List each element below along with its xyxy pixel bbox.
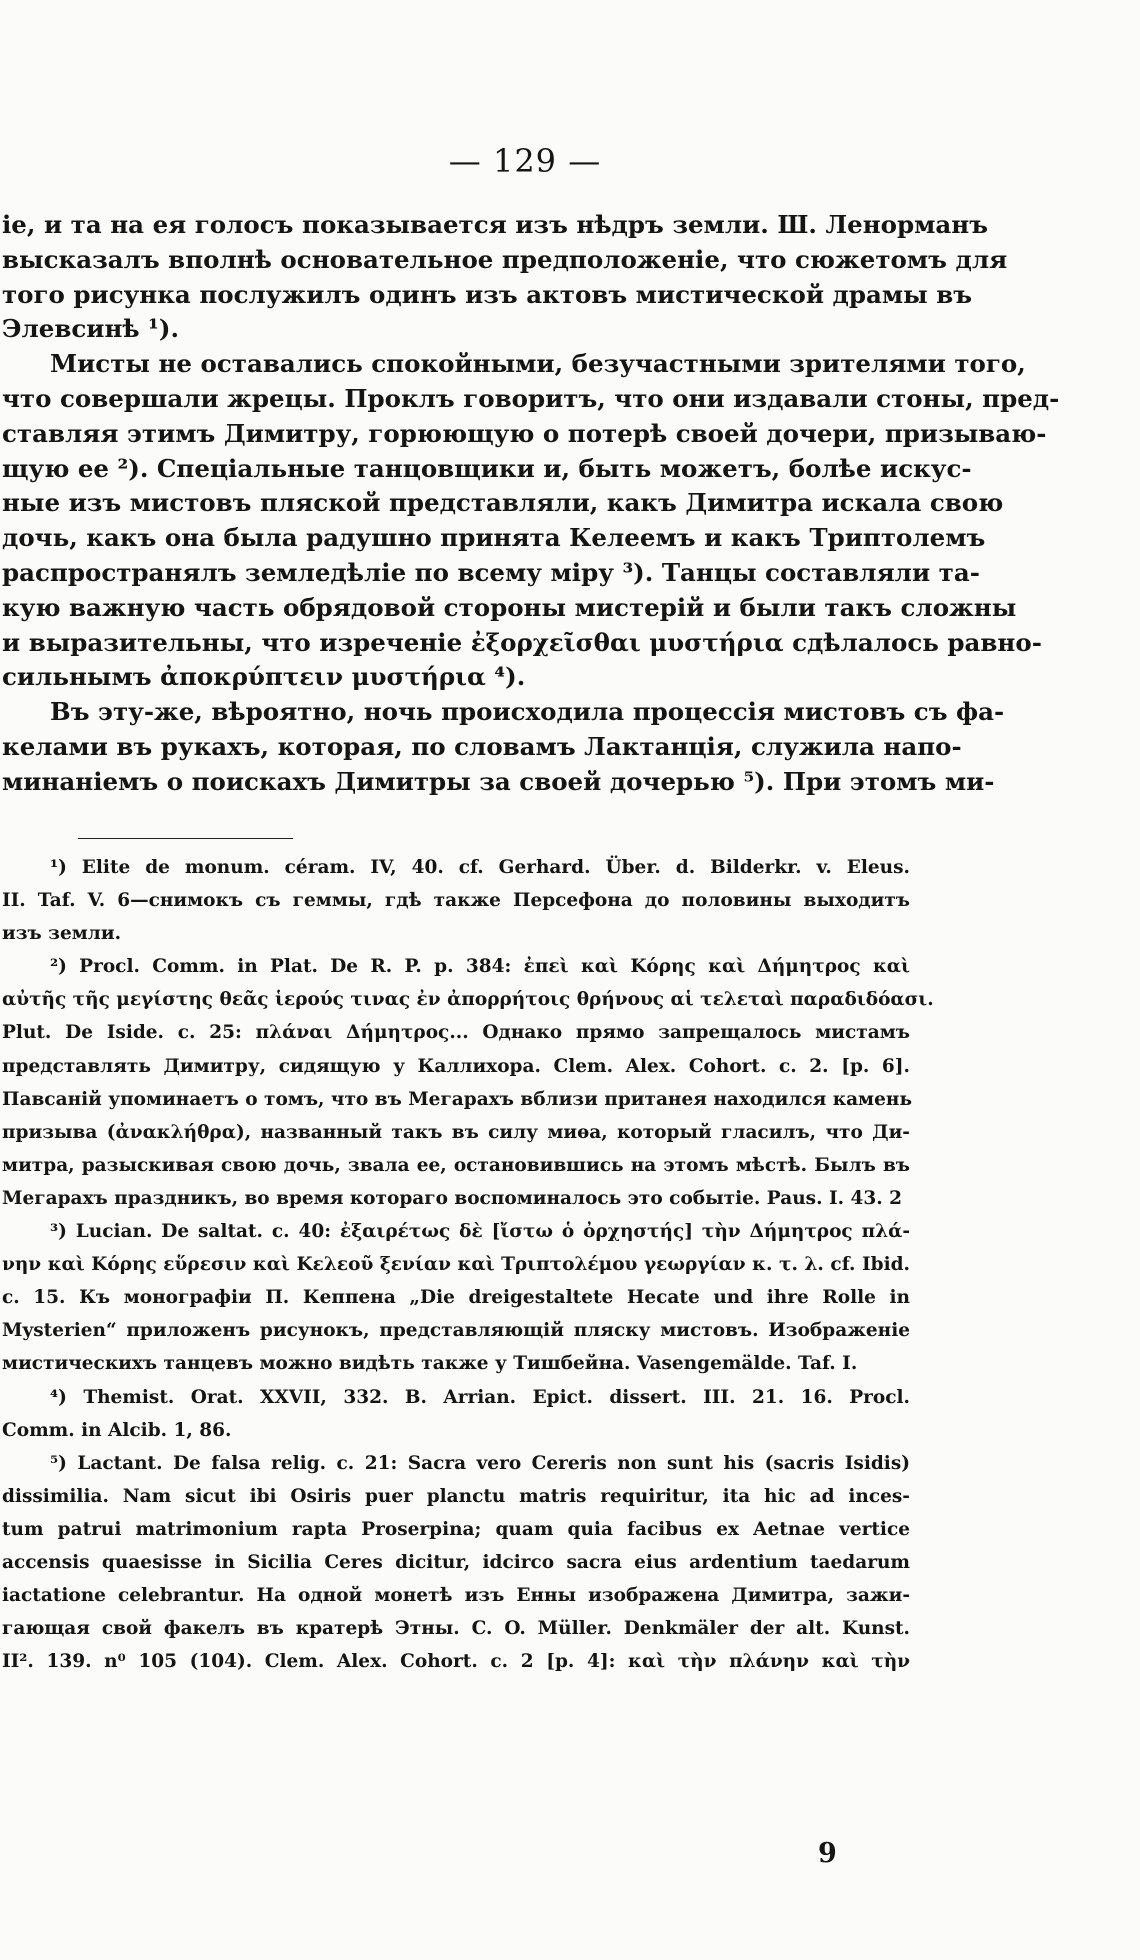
text-line: ные изъ мистовъ пляской представляли, какъ Димитра искала свою	[2, 488, 1004, 518]
footnote-line: изъ земли.	[2, 923, 122, 945]
footnote-line: митра, разыскивая свою дочь, звала ее, остановившись на этомъ мѣстѣ. Былъ въ	[2, 1154, 910, 1176]
text-line: Въ эту-же, вѣроятно, ночь происходила процессія мистовъ съ фа-	[50, 697, 1005, 727]
text-line: Элевсинѣ ¹).	[2, 314, 180, 344]
footnote-line: ⁴) Themist. Orat. XXVII, 332. B. Arrian. Epict. dissert. III. 21. 16. Procl.	[50, 1386, 910, 1408]
footnote-line: accensis quaesisse in Sicilia Ceres dicitur, idcirco sacra eius ardentium taedarum	[2, 1551, 910, 1573]
text-line: распространялъ земледѣліе по всему міру ³). Танцы составляли та-	[2, 557, 980, 587]
footnote-line: dissimilia. Nam sicut ibi Osiris puer planctu matris requiritur, ita hic ad inces-	[2, 1485, 910, 1507]
text-line: минаніемъ о поискахъ Димитры за своей дочерью ⁵). При этомъ ми-	[2, 766, 995, 796]
footnote-line: c. 15. Къ монографіи П. Кеппена „Die dreigestaltete Hecate und ihre Rolle in	[2, 1287, 910, 1309]
page-number: — 129 —	[448, 142, 602, 180]
text-line: ставляя этимъ Димитру, горюющую о потерѣ своей дочери, призываю-	[2, 418, 1047, 448]
footnote-line: Comm. in Alcib. 1, 86.	[2, 1419, 232, 1441]
footnote-line: призыва (ἀνακλήθρα), названный такъ въ силу миѳа, который гласилъ, что Ди-	[2, 1121, 910, 1143]
text-line: келами въ рукахъ, которая, по словамъ Лактанція, служила напо-	[2, 731, 962, 761]
main-text	[2, 208, 1060, 800]
footnote-separator	[78, 838, 293, 839]
text-line: кую важную часть обрядовой стороны мистерій и были такъ сложны	[2, 592, 1017, 622]
footnote-line: Мегарахъ праздникъ, во время котораго воспоминалось это событіе. Paus. I. 43. 2	[2, 1187, 902, 1209]
footnote-line: II². 139. n⁰ 105 (104). Clem. Alex. Cohort. c. 2 [p. 4]: καὶ τὴν πλάνην καὶ τὴν	[2, 1651, 910, 1673]
text-line: сильнымъ ἀποκρύπτειν μυστήρια ⁴).	[2, 662, 526, 692]
footnote-line: представлять Димитру, сидящую у Каллихора. Clem. Alex. Cohort. c. 2. [p. 6].	[2, 1055, 910, 1077]
text-line: щую ее ²). Спеціальные танцовщики и, быть можетъ, болѣе искус-	[2, 453, 972, 483]
footnote-line: νην καὶ Κόρης εὕρεσιν καὶ Κελεοῦ ξενίαν καὶ Τριπτολέμου γεωργίαν κ. τ. λ. cf. Ibid.	[2, 1254, 910, 1276]
text-line: дочь, какъ она была радушно принята Келеемъ и какъ Триптолемъ	[2, 523, 986, 553]
text-line: что совершали жрецы. Проклъ говоритъ, что они издавали стоны, пред-	[2, 383, 1060, 413]
footnote-line: tum patrui matrimonium rapta Proserpina; quam quia facibus ex Aetnae vertice	[2, 1518, 910, 1540]
footnote-line: Mysterien“ приложенъ рисунокъ, представляющій пляску мистовъ. Изображеніе	[2, 1320, 910, 1342]
text-line: и выразительны, что изреченіе ἐξορχεῖσθαι μυστήρια сдѣлалось равно-	[2, 627, 1042, 657]
text-line: Мисты не оставались спокойными, безучастными зрителями того,	[50, 349, 1026, 379]
footnote-line: iactatione celebrantur. На одной монетѣ изъ Енны изображена Димитра, зажи-	[2, 1585, 910, 1607]
footnote-line: мистическихъ танцевъ можно видѣть также у Тишбейна. Vasengemälde. Taf. I.	[2, 1353, 858, 1375]
footnote-line: ¹) Elite de monum. céram. IV, 40. cf. Gerhard. Über. d. Bilderkr. v. Eleus.	[50, 857, 910, 878]
text-line: того рисунка послужилъ одинъ изъ актовъ мистической драмы въ	[2, 279, 973, 309]
signature-mark: 9	[818, 1838, 837, 1869]
footnote-line: гающая свой факелъ въ кратерѣ Этны. C. O. Müller. Denkmäler der alt. Kunst.	[2, 1618, 910, 1640]
footnotes	[2, 851, 934, 1678]
footnote-line: ³) Lucian. De saltat. c. 40: ἐξαιρέτως δὲ [ἴστω ὁ ὀρχηστής] τὴν Δήμητρος πλά-	[50, 1221, 910, 1243]
footnote-line: ²) Procl. Comm. in Plat. De R. P. p. 384: ἐπεὶ καὶ Κόρης καὶ Δήμητρος καὶ	[50, 956, 910, 978]
footnote-line: Plut. De Iside. c. 25: πλάναι Δήμητρος... Однако прямо запрещалось мистамъ	[2, 1022, 910, 1044]
footnote-line: Павсаній упоминаетъ о томъ, что въ Мегарахъ вблизи пританея находился камень	[2, 1088, 912, 1110]
footnote-line: αὐτῆς τῆς μεγίστης θεᾶς ἱερούς τινας ἐν ἀπορρήτοις θρήνους αἱ τελεταὶ παραδιδόασι.	[2, 989, 934, 1011]
footnote-line: II. Taf. V. 6—снимокъ съ геммы, гдѣ также Персефона до половины выходитъ	[2, 890, 910, 912]
footnote-line: ⁵) Lactant. De falsa relig. c. 21: Sacra vero Cereris non sunt his (sacris Isidis)	[50, 1452, 910, 1474]
text-line: іе, и та на ея голосъ показывается изъ нѣдръ земли. Ш. Ленорманъ	[2, 210, 989, 239]
text-line: высказалъ вполнѣ основательное предположеніе, что сюжетомъ для	[2, 244, 1008, 274]
